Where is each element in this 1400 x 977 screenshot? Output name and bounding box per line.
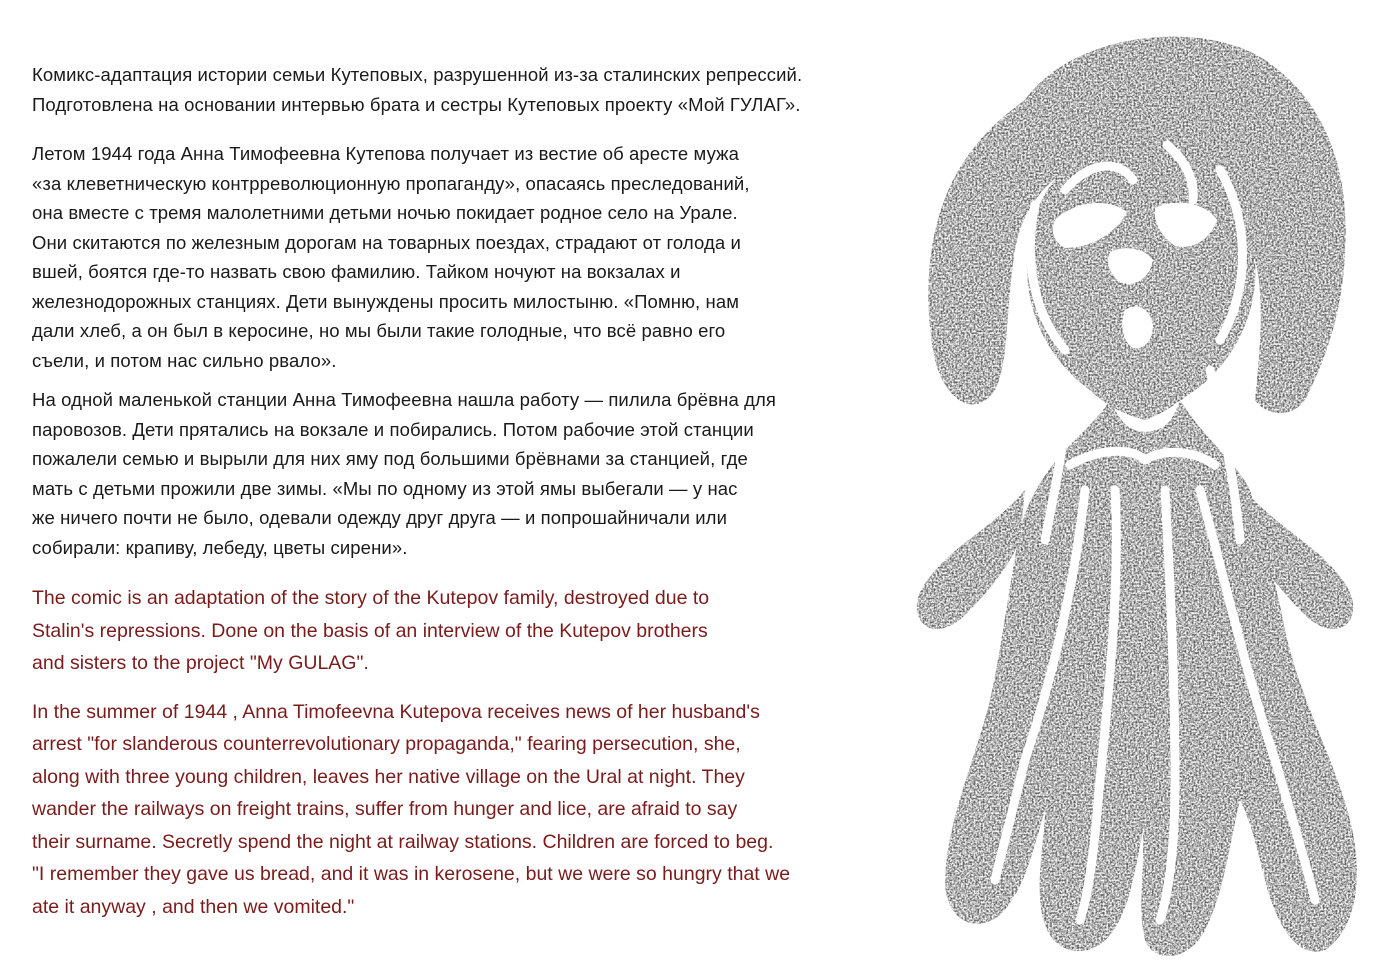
text-line: Летом 1944 года Анна Тимофеевна Кутепова получает из вестие об аресте мужа <box>32 143 740 164</box>
text-line: На одной маленькой станции Анна Тимофеевна нашла работу — пилила брёвна для <box>32 389 776 410</box>
text-line: "I remember they gave us bread, and it was in kerosene, but we were so hungry that we <box>32 863 791 885</box>
text-line: Комикс-адаптация истории семьи Кутеповых, разрушенной из-за сталинских репрессий. <box>32 64 803 85</box>
text-line: дали хлеб, а он был в керосине, но мы были такие голодные, что всё равно его <box>32 320 726 341</box>
text-line: железнодорожных станциях. Дети вынуждены просить милостыню. «Помню, нам <box>32 290 740 312</box>
stencil-figure-svg <box>905 20 1400 977</box>
text-line: «за клеветническую контрреволюционную пропаганду», опасаясь преследований, <box>32 172 750 194</box>
text-line: wander the railways on freight trains, suffer from hunger and lice, are afraid to say <box>32 798 738 820</box>
russian-paragraph-1 <box>32 60 932 119</box>
text-line: же ничего почти не было, одевали одежду друг друга — и попрошайничали или <box>32 507 728 528</box>
figure-head <box>1027 140 1256 420</box>
text-line: вшей, боятся где-то назвать свою фамилию. Тайком ночуют на вокзалах и <box>32 261 681 282</box>
russian-text <box>32 60 932 562</box>
russian-paragraph-3 <box>32 385 932 562</box>
figure-body <box>945 400 1357 956</box>
text-line: arrest "for slanderous counterrevolutionary propaganda," fearing persecution, she, <box>32 733 741 755</box>
text-line: паровозов. Дети прятались на вокзале и побирались. Потом рабочие этой станции <box>32 418 754 440</box>
text-line: съели, и потом нас сильно рвало». <box>32 349 337 371</box>
text-line: along with three young children, leaves her native village on the Ural at night. They <box>32 765 745 788</box>
text-line: ate it anyway , and then we vomited." <box>32 895 355 918</box>
english-paragraph-2 <box>32 696 932 924</box>
text-column <box>32 60 932 923</box>
text-line: The comic is an adaptation of the story of the Kutepov family, destroyed due to <box>32 587 710 609</box>
text-line: собирали: крапиву, лебеду, цветы сирени». <box>32 536 408 558</box>
english-text <box>32 582 932 923</box>
text-line: Stalin's repressions. Done on the basis of an interview of the Kutepov brothers <box>32 619 708 642</box>
text-line: In the summer of 1944 , Anna Timofeevna Kutepova receives news of her husband's <box>32 700 760 723</box>
text-line: она вместе с тремя малолетними детьми ночью покидает родное село на Урале. <box>32 202 738 223</box>
english-paragraph-1 <box>32 582 932 680</box>
text-line: and sisters to the project "My GULAG". <box>32 652 369 674</box>
russian-paragraph-2 <box>32 139 932 375</box>
text-line: пожалели семью и вырыли для них яму под большими брёвнами за станцией, где <box>32 448 748 469</box>
text-line: Они скитаются по железным дорогам на товарных поездах, страдают от голода и <box>32 231 741 253</box>
stencil-figure-icon <box>905 20 1400 977</box>
text-line: their surname. Secretly spend the night at railway stations. Children are forced to beg. <box>32 830 774 853</box>
text-line: мать с детьми прожили две зимы. «Мы по одному из этой ямы выбегали — у нас <box>32 477 738 499</box>
text-line: Подготовлена на основании интервью брата и сестры Кутеповых проекту «Мой ГУЛАГ». <box>32 93 801 115</box>
